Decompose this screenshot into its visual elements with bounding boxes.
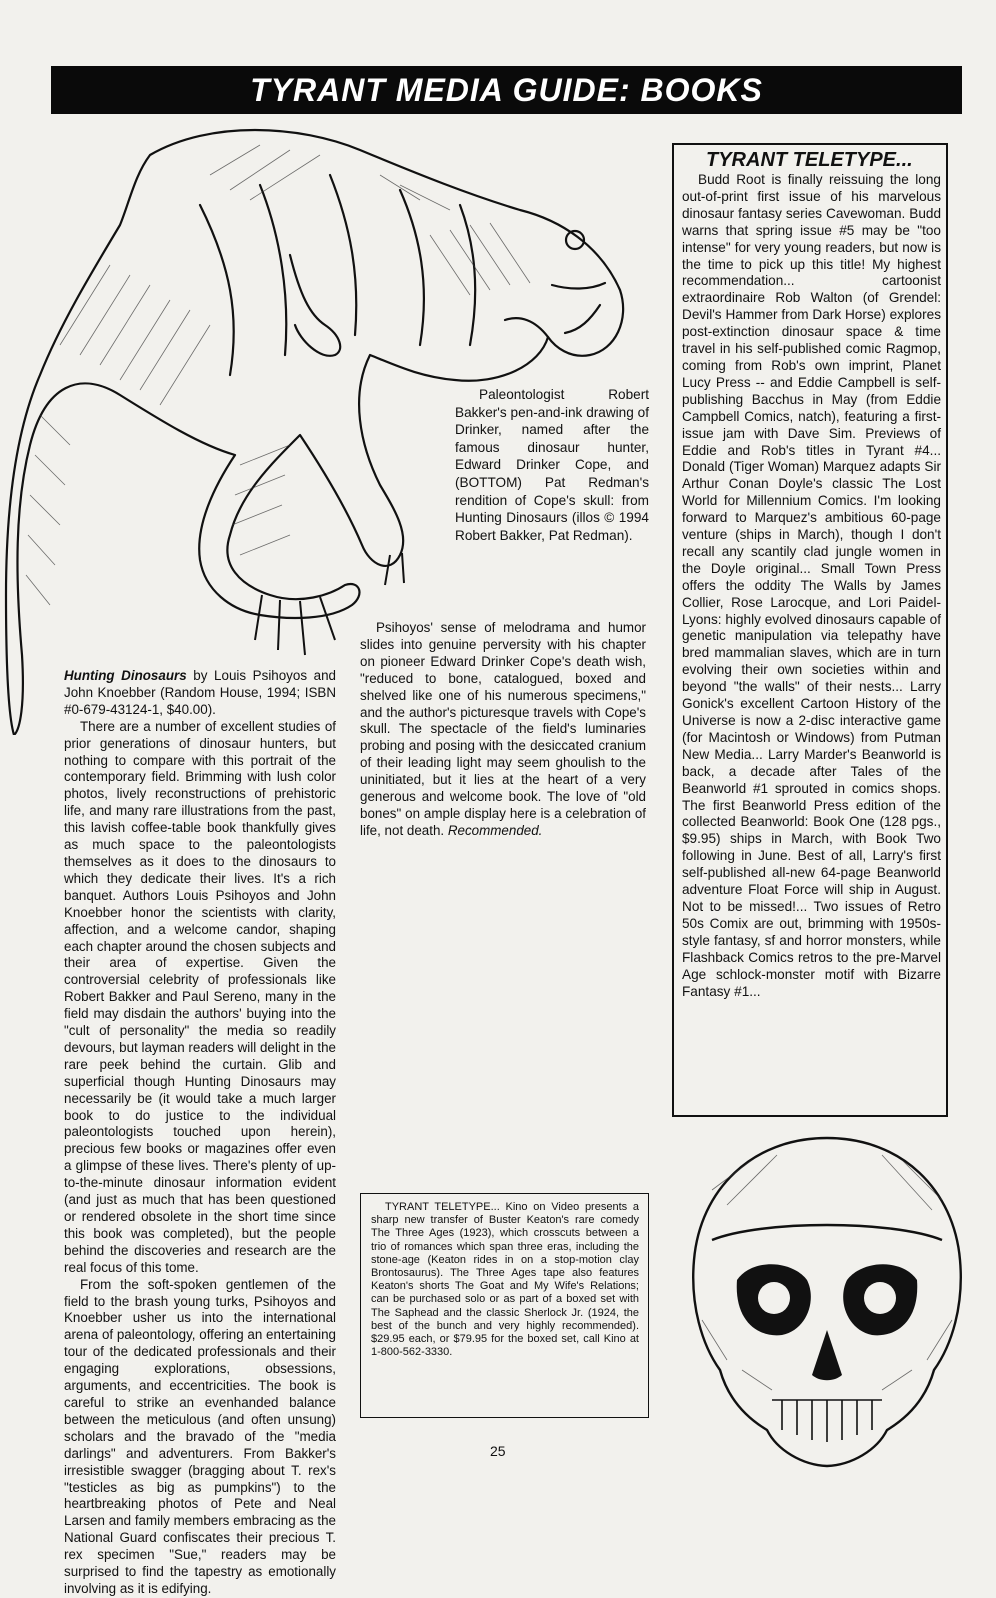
teletype-sidebar (672, 143, 948, 1117)
review-column-1 (64, 668, 336, 1598)
review-column-2 (360, 620, 646, 840)
illustration-caption: Paleontologist Robert Bakker's pen-and-ink drawing of Drinker, named after the famous dinosaur hunter, Edward Drinker Cope, and (BOTTOM) Pat Redman's rendition of Cope's skull: from Hunting Dinosaurs (illos © 1994 Robert Bakker, Pat Redman). (455, 387, 649, 543)
book-title: Hunting Dinosaurs (64, 668, 187, 683)
skull-illustration (682, 1130, 972, 1475)
teletype-title: TYRANT TELETYPE... (706, 149, 913, 171)
page-number: 25 (490, 1443, 506, 1459)
teletype-body: Budd Root is finally reissuing the long out-of-print first issue of his marvelous dinosaur fantasy series Cavewoman. Budd warns that spring issue #5 may be "too intense" for very young readers, but now is the time to pick up this title! My highest recommendation... cartoonist extraordinaire Rob Walton (of Grendel: Devil's Hammer from Dark Horse) explores post-extinction dinosaur space & time travel in his self-published comic Ragmop, coming from Rob's own imprint, Planet Lucy Press -- and Eddie Campbell is self-publishing Bacchus in May (from Eddie Campbell Comics, natch), featuring a first-issue jam with Dave Sim. Previews of Eddie and Rob's titles in Tyrant #4... Donald (Tiger Woman) Marquez adapts Sir Arthur Conan Doyle's classic The Lost World for Millennium Comics. I'm looking forward to Marquez's ambitious 60-page venture (ships in March), though I don't recall any scantily clad jungle women in the Doyle original... Small Town Press offers the oddity The Walls by James Collier, Rose Larocque, and Lori Paidel-Lyons: highly evolved dinosaurs capable of genetic manipulation via telepathy have bred mammalian slaves, which are in turn evolving their own societies within and beyond "the walls" of their nests... Larry Gonick's excellent Cartoon History of the Universe is now a 2-disc interactive game (for Macintosh or Windows) from Putman New Media... Larry Marder's Beanworld is back, a decade after Tales of the Beanworld #1 sprouted in comics shops. The first Beanworld Press edition of the collected Beanworld: Book One (128 pgs., $9.95) ships in March, with Book Two following in June. Best of all, Larry's first self-published all-new 64-page Beanworld adventure Float Force will ship in August. Not to be missed!... Two issues of Retro 50s Comix are out, brimming with 1950s-style fantasy, sf and horror monsters, while Flashback Comics retros to the pre-Marvel Age schlock-monster motif with Bizarre Fantasy #1... (682, 172, 941, 999)
book-byline: by Louis Psihoyos and John Knoebber (Random House, 1994; ISBN #0-679-43124-1, $40.00). (64, 668, 336, 717)
review-paragraph-3 (360, 620, 646, 840)
review-byline-paragraph (64, 668, 336, 719)
kino-teletype-box (360, 1193, 649, 1418)
review-paragraph-1: There are a number of excellent studies of prior generations of dinosaur hunters, but nothing to compare with this portrait of the contemporary field. Brimming with lush color photos, lively reconstructions of prehistoric life, and many rare illustrations from the past, this lavish coffee-table book thankfully gives as much space to the paleontologists themselves as it does to the dinosaurs to which they dedicate their lives. It's a rich banquet. Authors Louis Psihoyos and John Knoebber honor the scientists with clarity, affection, and a welcome candor, shaping each chapter around the chosen subjects and their area of expertise. Given the controversial celebrity of professionals like Robert Bakker and Paul Sereno, many in the field may disdain the authors' buying into the "cult of personality" the media so readily devours, but layman readers will delight in the rare peek behind the curtain. Glib and superficial though Hunting Dinosaurs may necessarily be (it would take a much larger book to do justice to the individual paleontologists touched upon herein), precious few books or magazines offer even a glimpse of these lives. There's plenty of up-to-the-minute dinosaur information evident (and just as much that has been questioned or rendered obsolete in the short time since this book was completed), but the people behind the discoveries and research are the real focus of this tome. (64, 718, 336, 1275)
review-verdict: Recommended. (447, 822, 543, 838)
review-paragraph-2: From the soft-spoken gentlemen of the field to the brash young turks, Psihoyos and Knoebber usher us into the international arena of paleontology, offering an entertaining tour of the dedicated professionals and their engaging explorations, obsessions, arguments, and eccentricities. The book is careful to strike an evenhanded balance between the meticulous (and often unsung) scholars and the bravado of the "media darlings" and adventurers. From Bakker's irresistible swagger (bragging about T. rex's "testicles as big as pumpkins") to the heartbreaking photos of Pete and Neal Larsen and family members embracing as the National Guard confiscates their precious T. rex specimen "Sue," readers may be surprised to find the tapestry as emotionally involving as it is edifying. (64, 1276, 336, 1596)
review-paragraph-3-text: Psihoyos' sense of melodrama and humor slides into genuine perversity with his chapter on pioneer Edward Drinker Cope's death wish, "reduced to bone, catalogued, boxed and shelved like one of his numerous specimens," and the author's picturesque travels with Cope's skull. The spectacle of the field's luminaries probing and posing with the desiccated cranium of their leading light may seem ghoulish to the uninitiated, but it lies at the heart of a very generous and welcome book. The love of "old bones" on ample display here is a celebration of life, not death. (360, 620, 646, 838)
page-banner-title: TYRANT MEDIA GUIDE: BOOKS (51, 66, 962, 114)
kino-teletype-text: TYRANT TELETYPE... Kino on Video presents a sharp new transfer of Buster Keaton's rare comedy The Three Ages (1923), which crosscuts between a trio of romances which span three eras, including the stone-age (Keaton rides in on a stop-motion clay Brontosaurus). The Three Ages tape also features Keaton's shorts The Goat and My Wife's Relations; can be purchased solo or as part of a boxed set with The Saphead and the classic Sherlock Jr. (1924, the best of the bunch and very highly recommended). $29.95 each, or $79.95 for the boxed set, call Kino at 1-800-562-3330. (371, 1201, 639, 1359)
